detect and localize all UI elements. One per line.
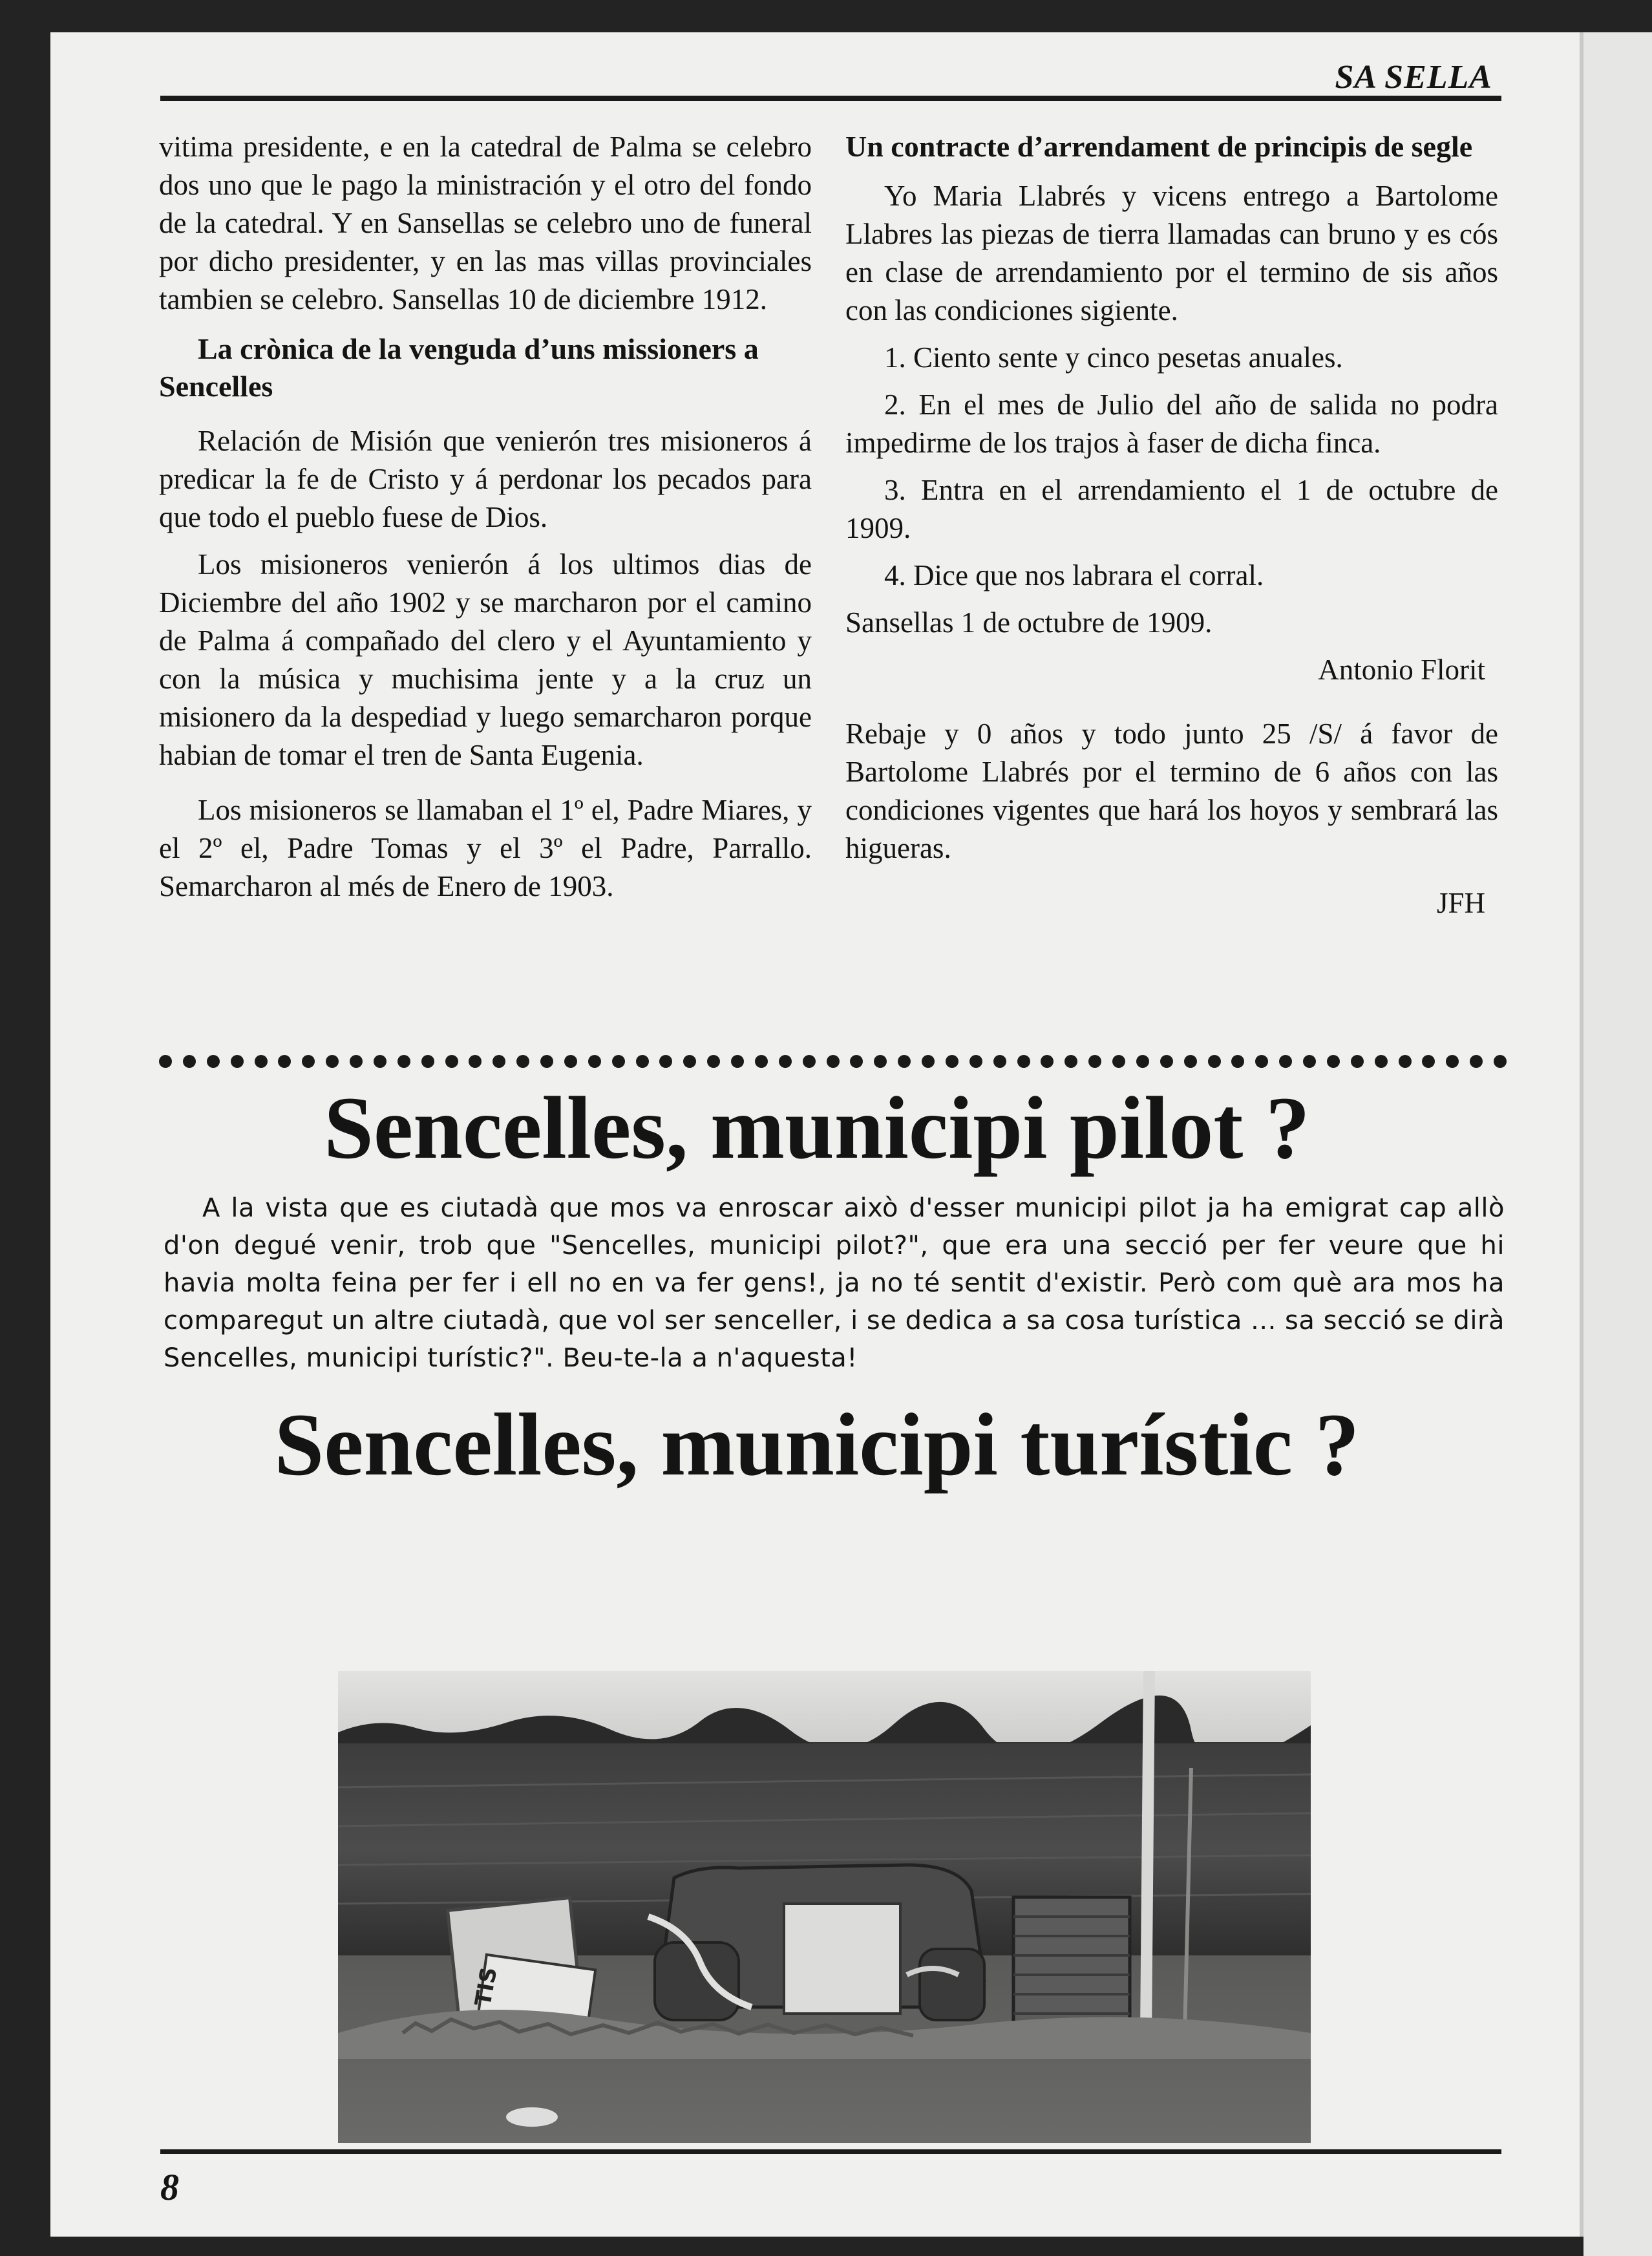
separator-dot bbox=[231, 1055, 244, 1068]
separator-dot bbox=[255, 1055, 268, 1068]
separator-dot bbox=[1255, 1055, 1268, 1068]
paragraph-contract: Yo Maria Llabrés y vicens entrego a Bartolome Llabres las piezas de tierra llamadas can bruno y es cós en clase de arrendamiento por el termino de sis años con las condiciones sigiente. bbox=[845, 180, 1498, 326]
condition-item-3: 3. Entra en el arrendamiento el 1 de octubre de 1909. bbox=[845, 474, 1498, 544]
separator-dot bbox=[588, 1055, 601, 1068]
separator-dot bbox=[922, 1055, 935, 1068]
separator-dot bbox=[374, 1055, 387, 1068]
separator-dot bbox=[1351, 1055, 1364, 1068]
separator-dot bbox=[1064, 1055, 1077, 1068]
condition-item-2: 2. En el mes de Julio del año de salida no podra impedirme de los trajos à faser de dicha finca. bbox=[845, 388, 1498, 459]
separator-dot bbox=[1470, 1055, 1483, 1068]
separator-dot bbox=[1231, 1055, 1244, 1068]
separator-dot bbox=[1303, 1055, 1316, 1068]
dotted-separator bbox=[159, 1050, 1507, 1072]
separator-dot bbox=[1446, 1055, 1459, 1068]
separator-dot bbox=[564, 1055, 577, 1068]
separator-dot bbox=[1041, 1055, 1054, 1068]
section-heading-missioners: La crònica de la venguda d’uns missioners a Sencelles bbox=[159, 332, 759, 403]
separator-dot bbox=[445, 1055, 458, 1068]
separator-dot bbox=[1208, 1055, 1221, 1068]
separator-dot bbox=[1112, 1055, 1125, 1068]
separator-dot bbox=[207, 1055, 220, 1068]
separator-dot bbox=[636, 1055, 649, 1068]
separator-dot bbox=[1136, 1055, 1149, 1068]
separator-dot bbox=[1279, 1055, 1292, 1068]
article-intro: A la vista que es ciutadà que mos va enroscar això d'esser municipi pilot ja ha emigrat cap allò d'on degué venir, trob que "Sencelles, municipi pilot?", que era una secció per fer veure que hi havia molta feina per fer i ell no en va fer gens!, ja no té sentit d'existir. Però com què ara mos ha comparegut un altre ciutadà, que vol ser senceller, i se dedica a sa cosa turística ... sa secció se dirà Sencelles, municipi turístic?". Beu-te-la a n'aquesta! bbox=[164, 1193, 1505, 1373]
signature-antonio-florit: Antonio Florit bbox=[1318, 654, 1485, 686]
separator-dot bbox=[1375, 1055, 1388, 1068]
paragraph-missionaries-names: Los misioneros se llamaban el 1º el, Padre Miares, y el 2º el, Padre Tomas y el 3º el Padre, Parrallo. Semarcharon al més de Enero de 1903. bbox=[159, 794, 812, 902]
separator-dot bbox=[159, 1055, 172, 1068]
separator-dot bbox=[278, 1055, 291, 1068]
separator-dot bbox=[993, 1055, 1006, 1068]
separator-dot bbox=[1160, 1055, 1173, 1068]
paragraph-missionaries-departure: Los misioneros venierón á los ultimos dias de Diciembre del año 1902 y se marcharon por el camino de Palma á compañado del clero y el Ayuntamiento y con la música y muchisima jente y a la cruz un misionero da la despediad y luego semarcharon porque habian de tomar el tren de Santa Eugenia. bbox=[159, 548, 812, 771]
separator-dot bbox=[659, 1055, 672, 1068]
separator-dot bbox=[755, 1055, 768, 1068]
separator-dot bbox=[1327, 1055, 1340, 1068]
separator-dot bbox=[707, 1055, 720, 1068]
separator-dot bbox=[183, 1055, 196, 1068]
condition-item-1: 1. Ciento sente y cinco pesetas anuales. bbox=[884, 341, 1343, 374]
section-heading-contract: Un contracte d’arrendament de principis de segle bbox=[845, 130, 1473, 163]
separator-dot bbox=[397, 1055, 410, 1068]
separator-dot bbox=[731, 1055, 744, 1068]
svg-text:TIS: TIS bbox=[470, 1965, 503, 2008]
separator-dot bbox=[540, 1055, 553, 1068]
magazine-page bbox=[50, 32, 1583, 2237]
separator-dot bbox=[1184, 1055, 1197, 1068]
separator-dot bbox=[850, 1055, 863, 1068]
separator-dot bbox=[350, 1055, 363, 1068]
separator-dot bbox=[326, 1055, 339, 1068]
separator-dot bbox=[516, 1055, 529, 1068]
separator-dot bbox=[874, 1055, 887, 1068]
separator-dot bbox=[1494, 1055, 1507, 1068]
separator-dot bbox=[1422, 1055, 1435, 1068]
separator-dot bbox=[469, 1055, 482, 1068]
separator-dot bbox=[946, 1055, 958, 1068]
paragraph-funeral: vitima presidente, e en la catedral de Palma se celebro dos uno que le pago la ministración y el otro del fondo de la catedral. Y en Sansellas se celebro uno de funeral por dicho presidenter, y en las mas villas provinciales tambien se celebro. Sansellas 10 de diciembre 1912. bbox=[159, 131, 812, 315]
condition-item-4: 4. Dice que nos labrara el corral. bbox=[884, 559, 1264, 591]
separator-dot bbox=[779, 1055, 792, 1068]
separator-dot bbox=[612, 1055, 625, 1068]
dumped-furniture-field-photo bbox=[338, 1671, 1311, 2143]
separator-dot bbox=[421, 1055, 434, 1068]
separator-dot bbox=[302, 1055, 315, 1068]
paragraph-mission: Relación de Misión que venierón tres misioneros á predicar la fe de Cristo y á perdonar los pecados para que todo el pueblo fuese de Dios. bbox=[159, 425, 812, 533]
footer-rule bbox=[160, 2149, 1501, 2154]
right-column bbox=[845, 128, 1498, 931]
header-rule bbox=[160, 96, 1501, 101]
left-column bbox=[159, 128, 812, 915]
separator-dot bbox=[1017, 1055, 1030, 1068]
contract-date: Sansellas 1 de octubre de 1909. bbox=[845, 606, 1213, 639]
separator-dot bbox=[1399, 1055, 1412, 1068]
separator-dot bbox=[1088, 1055, 1101, 1068]
separator-dot bbox=[492, 1055, 505, 1068]
headline-municipi-turistic: Sencelles, municipi turístic ? bbox=[274, 1395, 1360, 1494]
separator-dot bbox=[827, 1055, 840, 1068]
magazine-title: SA SELLA bbox=[1335, 59, 1492, 96]
adjacent-page-edge bbox=[1583, 32, 1652, 2256]
separator-dot bbox=[969, 1055, 982, 1068]
separator-dot bbox=[683, 1055, 696, 1068]
separator-dot bbox=[898, 1055, 911, 1068]
paragraph-rebaje: Rebaje y 0 años y todo junto 25 /S/ á favor de Bartolome Llabrés por el termino de 6 años con las condiciones vigentes que hará los hoyos y sembrará las higueras. bbox=[845, 718, 1498, 864]
signature-jfh: JFH bbox=[1436, 887, 1485, 919]
headline-municipi-pilot: Sencelles, municipi pilot ? bbox=[324, 1078, 1310, 1177]
page-number: 8 bbox=[160, 2166, 179, 2208]
separator-dot bbox=[803, 1055, 816, 1068]
